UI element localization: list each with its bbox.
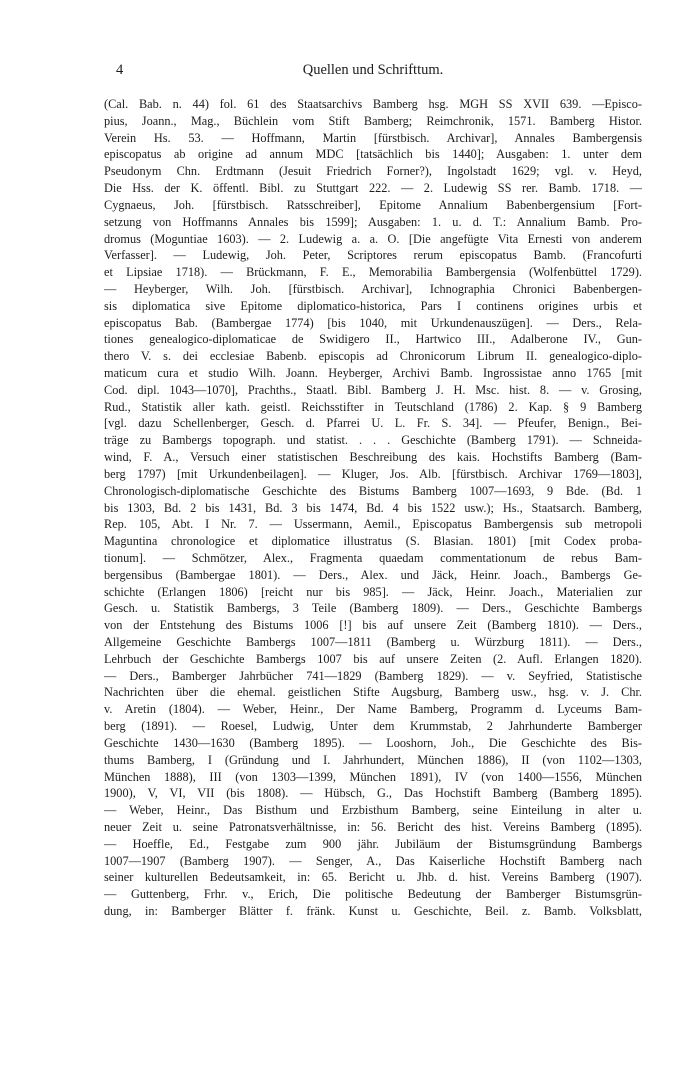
text-line: episcopatus ab origine ad annum MDC [tatsächlich bis 1440]; Ausgaben: 1. unter dem bbox=[104, 147, 642, 162]
text-line: Rud., Statistik aller kath. geistl. Reichsstifter in Teutschland (1786) 2. Kap. § 9 Bamberg bbox=[104, 399, 642, 414]
text-line: München 1888), III (von 1303—1399, München 1891), IV (von 1400—1556, München bbox=[104, 769, 642, 784]
text-line: et Lipsiae 1718). — Brückmann, F. E., Memorabilia Bambergensia (Wolfenbüttel 1729). bbox=[104, 265, 642, 280]
text-line: sis diplomatica sive Epitome diplomatico-historica, Pars I continens origines urbis et bbox=[104, 298, 642, 313]
text-line: dromus (Moguntiae 1603). — 2. Ludewig a. a. O. [Die angefügte Vita Ernesti von anderem bbox=[104, 231, 642, 246]
text-line: berg 1797) [mit Urkundenbeilagen]. — Kluger, Jos. Alb. [fürstbisch. Archivar 1769—1803], bbox=[104, 466, 642, 481]
text-line: Rep. 105, Abt. I Nr. 7. — Ussermann, Aemil., Episcopatus Bambergensis sub metropoli bbox=[104, 517, 642, 532]
text-line: träge zu Bambergs topograph. und statist. . . . Geschichte (Bamberg 1791). — Schneida- bbox=[104, 433, 642, 448]
text-line: — Weber, Heinr., Das Bisthum und Erzbisthum Bamberg, seine Einteilung in alter u. bbox=[104, 803, 642, 818]
text-line: Geschichte 1430—1630 (Bamberg 1895). — Looshorn, Joh., Die Geschichte des Bis- bbox=[104, 735, 642, 750]
text-line: thums Bamberg, I (Gründung und I. Jahrhundert, München 1886), II (von 1102—1303, bbox=[104, 752, 642, 767]
text-line: episcopatus Bab. (Bambergae 1774) [bis 1040, mit Urkundenauszügen]. — Ders., Rela- bbox=[104, 315, 642, 330]
text-line: Verein Hs. 53. — Hoffmann, Martin [fürstbisch. Archivar], Annales Bambergensis bbox=[104, 130, 642, 145]
text-line: Chronologisch-diplomatische Geschichte des Bistums Bamberg 1007—1693, 9 Bde. (Bd. 1 bbox=[104, 483, 642, 498]
text-line: bis 1303, Bd. 2 bis 1431, Bd. 3 bis 1474, Bd. 4 bis 1522 usw.); Hs., Staatsarch. Bamberg, bbox=[104, 500, 642, 515]
text-line: (Cal. Bab. n. 44) fol. 61 des Staatsarchivs Bamberg hsg. MGH SS XVII 639. —Episco- bbox=[104, 97, 642, 111]
page-header bbox=[104, 62, 642, 84]
text-line: thero V. s. dei ecclesiae Babenb. episcopis ad Chronicorum Librum II. genealogico-diplo- bbox=[104, 349, 642, 364]
text-line: — Guttenberg, Frhr. v., Erich, Die politische Bedeutung der Bamberger Bistumsgrün- bbox=[104, 887, 642, 902]
text-line: v. Aretin (1804). — Weber, Heinr., Der Name Bamberg, Programm d. Lyceums Bam- bbox=[104, 702, 642, 717]
text-line: tiones genealogico-diplomaticae de Swidigero II., Hartwico III., Adalberone IV., Gun- bbox=[104, 332, 642, 347]
text-line: Cod. dipl. 1043—1070], Prachths., Staatl. Bibl. Bamberg J. H. Msc. hist. 8. — v. Grosing, bbox=[104, 382, 642, 397]
text-line: dung, in: Bamberger Blätter f. fränk. Kunst u. Geschichte, Beil. z. Bamb. Volksblatt, bbox=[104, 904, 642, 918]
text-line: Cygnaeus, Joh. [fürstbisch. Ratsschreiber], Epitome Annalium Babenbergensium [Fort- bbox=[104, 197, 642, 212]
text-line: Verfasser]. — Ludewig, Joh. Peter, Scriptores rerum episcopatus Bamb. (Francofurti bbox=[104, 248, 642, 263]
text-line: seiner kulturellen Bedeutsamkeit, in: 65. Bericht u. Jhb. d. hist. Vereins Bamberg (1907). bbox=[104, 870, 642, 885]
running-title: Quellen und Schrifttum. bbox=[302, 62, 444, 78]
text-line: — Heyberger, Wilh. Joh. [fürstbisch. Archivar], Ichnographia Chronici Babenbergen- bbox=[104, 281, 642, 296]
text-line: maticum cura et studio Wilh. Joann. Heyberger, Archivi Bamb. Ingrossistae anno 1765 [mit bbox=[104, 366, 642, 380]
text-line: bergensibus (Bambergae 1801). — Ders., Alex. und Jäck, Heinr. Joach., Bambergs Ge- bbox=[104, 567, 642, 582]
text-line: — Ders., Bamberger Jahrbücher 741—1829 (Bamberg 1829). — v. Seyfried, Statistische bbox=[104, 668, 642, 683]
text-line: berg (1891). — Roesel, Ludwig, Unter dem Krummstab, 2 Jahrhunderte Bamberger bbox=[104, 719, 642, 734]
text-line: wind, F. A., Versuch einer statistischen Beschreibung des kais. Hochstifts Bamberg (Bam- bbox=[104, 450, 642, 465]
text-line: pius, Joann., Mag., Büchlein vom Stift Bamberg; Reimchronik, 1571. Bamberg Histor. bbox=[104, 113, 642, 128]
bibliography-text bbox=[104, 96, 642, 920]
text-line: [vgl. dazu Schellenberger, Gesch. d. Pfarrei U. L. Fr. S. 34]. — Pfeufer, Benign., Bei- bbox=[104, 416, 642, 431]
text-line: setzung von Hoffmanns Annales bis 1599]; Ausgaben: 1. u. d. T.: Annalium Bamb. Pro- bbox=[104, 214, 642, 229]
text-line: Die Hss. der K. öffentl. Bibl. zu Stuttgart 222. — 2. Ludewig SS rer. Bamb. 1718. — bbox=[104, 181, 642, 196]
text-line: — Hoeffle, Ed., Festgabe zum 900 jähr. Jubiläum der Bistumsgründung Bambergs bbox=[104, 836, 642, 851]
text-line: Pseudonym Chn. Erdtmann (Jesuit Friedrich Forner?), Ingolstadt 1629; vgl. v. Heyd, bbox=[104, 164, 642, 179]
text-line: neuer Zeit u. seine Patronatsverhältnisse, in: 56. Bericht des hist. Vereins Bamberg (1895). bbox=[104, 819, 642, 834]
text-line: 1900), V, VI, VII (bis 1808). — Hübsch, G., Das Hochstift Bamberg (Bamberg 1895). bbox=[104, 786, 642, 801]
text-line: Maguntina chronologice et diplomatice illustratus (S. Blasian. 1801) [mit Codex proba- bbox=[104, 534, 642, 549]
text-line: Lehrbuch der Geschichte Bambergs 1007 bis auf unsere Zeiten (2. Aufl. Erlangen 1820). bbox=[104, 651, 642, 666]
text-line: Allgemeine Geschichte Bambergs 1007—1811 (Bamberg u. Würzburg 1811). — Ders., bbox=[104, 635, 642, 649]
text-line: tionum]. — Schmötzer, Alex., Fragmenta quaedam commentationum de rebus Bam- bbox=[104, 550, 642, 565]
text-line: schichte (Erlangen 1806) [reicht nur bis 985]. — Jäck, Heinr. Joach., Materialien zur bbox=[104, 584, 642, 599]
page-number: 4 bbox=[116, 62, 124, 78]
text-line: Gesch. u. Statistik Bambergs, 3 Teile (Bamberg 1809). — Ders., Geschichte Bambergs bbox=[104, 601, 642, 616]
text-line: Nachrichten über die ehemal. geistlichen Stifte Augsburg, Bamberg usw., hsg. v. J. Chr. bbox=[104, 685, 642, 700]
text-line: von der Entstehung des Bistums 1006 [!] bis auf unsere Zeit (Bamberg 1810). — Ders., bbox=[104, 618, 642, 633]
text-line: 1007—1907 (Bamberg 1907). — Senger, A., Das Kaiserliche Hochstift Bamberg nach bbox=[104, 853, 642, 868]
